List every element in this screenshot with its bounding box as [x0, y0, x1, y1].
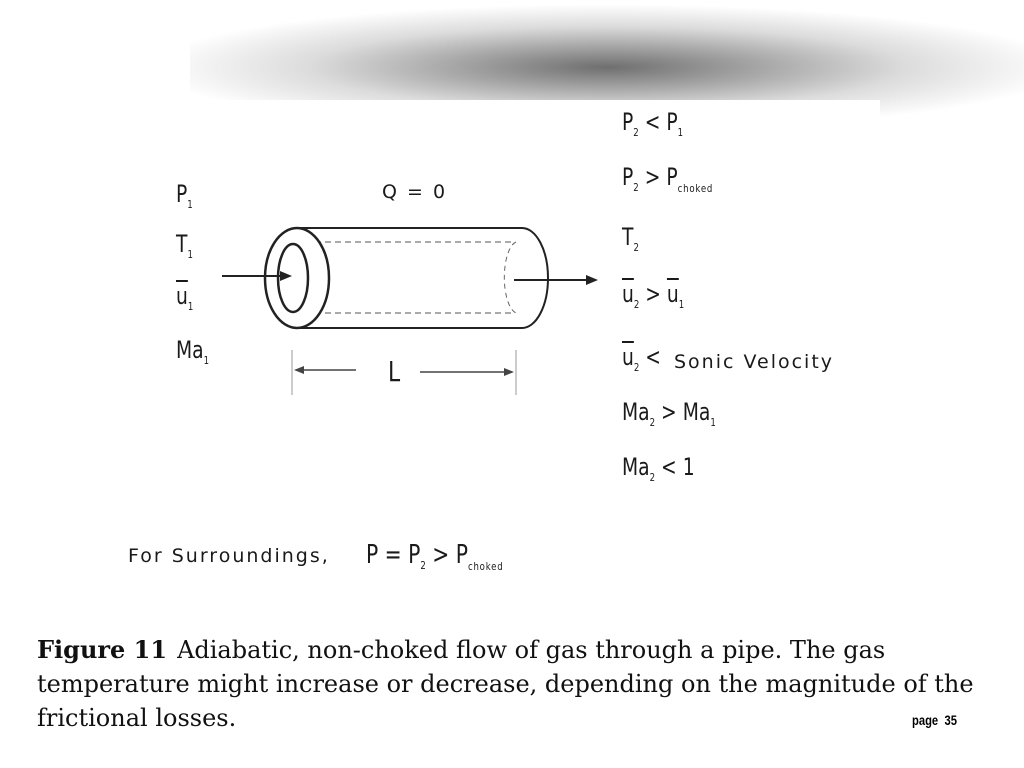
- heat-transfer-label: Q = 0: [382, 181, 448, 203]
- pipe-outlet-rim: [522, 228, 548, 328]
- outlet-condition-mach-gt: $Ma_2 > Ma_1$: [622, 398, 716, 429]
- figure-caption-text: Adiabatic, non-choked flow of gas through a pipe. The gas temperature might increase or decrease, depending on the magnitude of the frictional losses.: [37, 636, 974, 732]
- length-arrow-right-head: [504, 368, 514, 376]
- surroundings-equation: $P = P_2 > P_{choked}$: [366, 540, 504, 573]
- outflow-arrow-head: [586, 275, 598, 285]
- pipe-outlet-hidden: [504, 242, 516, 313]
- outlet-condition-velocity-gt: $\overline{u}_2 > \overline{u}_1$: [622, 280, 685, 311]
- outlet-condition-mach-lt: $Ma_2 < 1$: [622, 453, 695, 484]
- outlet-condition-pressure-lt: $P_2 < P_1$: [622, 108, 684, 139]
- page-number: page 35: [912, 712, 957, 728]
- figure-caption: [37, 633, 1017, 735]
- outlet-condition-pressure-gt: $P_2 > P_{choked}$: [622, 163, 714, 195]
- pipe-length-label: L: [388, 355, 401, 388]
- figure-label: Figure 11: [37, 635, 168, 664]
- outlet-condition-temperature: $T_2$: [622, 223, 639, 254]
- inlet-temperature: $T_1$: [176, 230, 193, 261]
- outlet-condition-velocity-sonic: $\overline{u}_2$ <: [622, 343, 661, 374]
- sonic-velocity-label: Sonic Velocity: [674, 351, 835, 373]
- surroundings-prefix: For Surroundings,: [128, 545, 330, 567]
- inlet-mach: $Ma_1$: [176, 336, 210, 367]
- inlet-velocity: $\overline{u}_1$: [176, 282, 194, 313]
- inlet-pressure: $P_1$: [176, 180, 193, 211]
- length-arrow-left-head: [294, 366, 304, 374]
